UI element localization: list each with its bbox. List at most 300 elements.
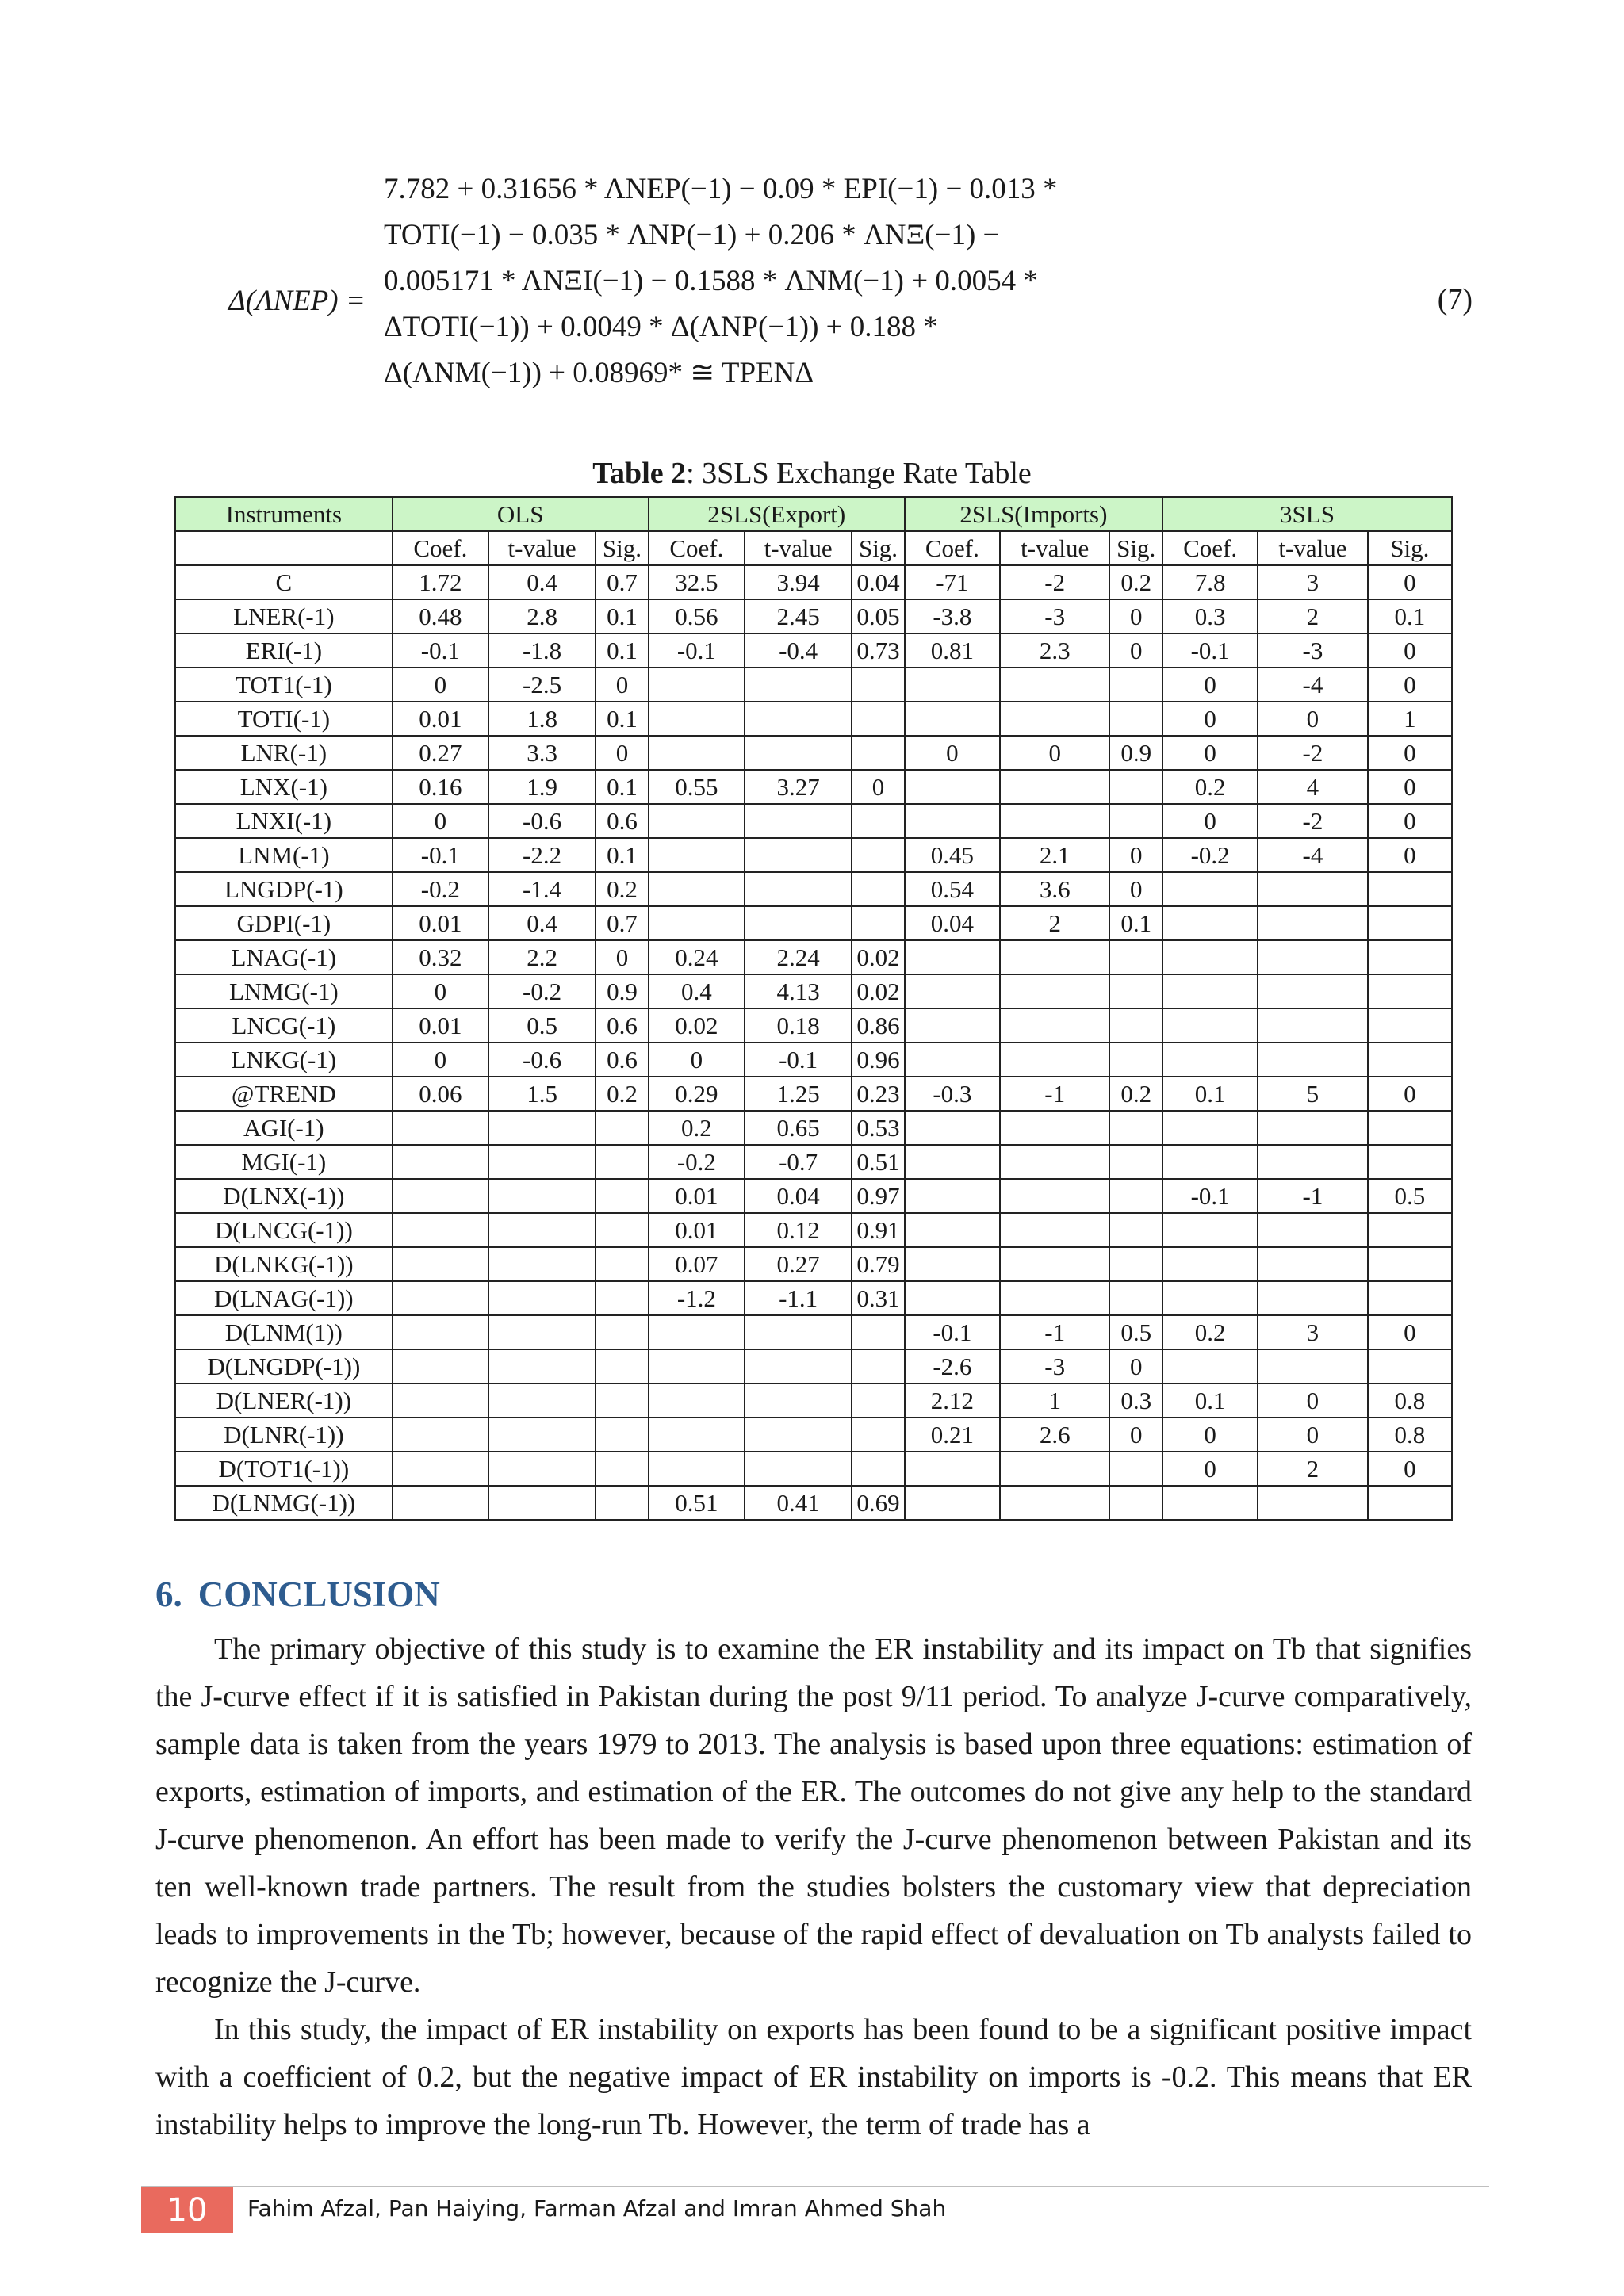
table-cell xyxy=(1000,804,1109,838)
table-cell xyxy=(745,1418,852,1452)
table-cell xyxy=(745,1452,852,1486)
table-cell xyxy=(1000,974,1109,1008)
table-cell: 0.79 xyxy=(852,1247,905,1281)
table-cell xyxy=(1000,1247,1109,1281)
table-cell: -0.6 xyxy=(488,804,596,838)
table-cell: 3.6 xyxy=(1000,872,1109,906)
table-cell: 3 xyxy=(1258,1315,1367,1349)
table-cell: 0.8 xyxy=(1368,1383,1452,1418)
instrument-name-cell: TOTI(-1) xyxy=(175,702,393,736)
table-cell xyxy=(1109,1486,1162,1520)
subheader-cell: Coef. xyxy=(1162,531,1258,565)
table-cell xyxy=(1109,770,1162,804)
table-cell xyxy=(1258,974,1367,1008)
table-cell: 0.02 xyxy=(649,1008,745,1043)
table-cell: 1.25 xyxy=(745,1077,852,1111)
table-cell: 1 xyxy=(1000,1383,1109,1418)
table-cell xyxy=(596,1213,649,1247)
table-cell: 5 xyxy=(1258,1077,1367,1111)
instrument-name-cell: TOT1(-1) xyxy=(175,668,393,702)
table-cell: 0.4 xyxy=(488,906,596,940)
table-cell: -1.8 xyxy=(488,633,596,668)
instrument-name-cell: ERI(-1) xyxy=(175,633,393,668)
table-cell: 0.01 xyxy=(393,702,488,736)
table-cell: 0.55 xyxy=(649,770,745,804)
table-cell xyxy=(1109,1247,1162,1281)
table-cell: -0.2 xyxy=(488,974,596,1008)
table-row xyxy=(175,770,1452,804)
table-cell xyxy=(393,1383,488,1418)
table-cell xyxy=(905,974,1000,1008)
table-cell xyxy=(1000,702,1109,736)
table-row xyxy=(175,1418,1452,1452)
table-cell xyxy=(852,1418,905,1452)
table-cell xyxy=(1162,1043,1258,1077)
table-row xyxy=(175,804,1452,838)
table-cell: -0.2 xyxy=(649,1145,745,1179)
table-cell xyxy=(393,1418,488,1452)
table-cell: -0.4 xyxy=(745,633,852,668)
table-cell: -2.2 xyxy=(488,838,596,872)
table-cell: 2.45 xyxy=(745,599,852,633)
table-cell: 0 xyxy=(596,668,649,702)
table-cell xyxy=(649,804,745,838)
table-cell xyxy=(1109,1043,1162,1077)
table-cell xyxy=(1109,974,1162,1008)
table-cell: 0.6 xyxy=(596,1008,649,1043)
table-cell xyxy=(393,1111,488,1145)
table-cell xyxy=(745,1349,852,1383)
table-cell xyxy=(488,1349,596,1383)
table-cell: 1 xyxy=(1368,702,1452,736)
table-cell: 2.8 xyxy=(488,599,596,633)
table-cell: 0 xyxy=(1368,804,1452,838)
table-cell xyxy=(488,1315,596,1349)
table-cell xyxy=(905,1145,1000,1179)
table-cell: 0 xyxy=(393,1043,488,1077)
table-cell: -3 xyxy=(1258,633,1367,668)
table-cell: 7.8 xyxy=(1162,565,1258,599)
table-cell xyxy=(649,1452,745,1486)
table-cell xyxy=(1162,872,1258,906)
table-cell xyxy=(649,1349,745,1383)
table-cell xyxy=(1368,1486,1452,1520)
table-cell xyxy=(393,1281,488,1315)
instrument-name-cell: LNX(-1) xyxy=(175,770,393,804)
subheader-cell: t-value xyxy=(1000,531,1109,565)
table-cell: 0 xyxy=(1258,1383,1367,1418)
table-cell: -2.5 xyxy=(488,668,596,702)
table-cell: 0.29 xyxy=(649,1077,745,1111)
table-row xyxy=(175,1383,1452,1418)
table-cell: 0.96 xyxy=(852,1043,905,1077)
results-table xyxy=(174,496,1453,1521)
table-cell: 0.2 xyxy=(1162,770,1258,804)
table-cell xyxy=(1162,906,1258,940)
table-cell xyxy=(852,872,905,906)
table-cell: 3.3 xyxy=(488,736,596,770)
equation-lhs: Δ(ΛNEP) = xyxy=(228,285,366,317)
instrument-name-cell: LNXI(-1) xyxy=(175,804,393,838)
table-cell: 0.01 xyxy=(649,1179,745,1213)
paragraph: The primary objective of this study is to examine the ER instability and its impact on Tb that signifies the J-curve effect if it is satisfied in Pakistan during the post 9/11 period. To analyze J-curve comparatively, sample data is taken from the years 1979 to 2013. The analysis is based upon three equations: estimation of exports, estimation of imports, and estimation of the ER. The outcomes do not give any help to the standard J-curve phenomenon. An effort has been made to verify the J-curve phenomenon between Pakistan and its ten well-known trade partners. The result from the studies bolsters the customary view that depreciation leads to improvements in the Tb; however, because of the rapid effect of devaluation on Tb analysts failed to recognize the J-curve. xyxy=(155,1632,1472,1999)
table-cell: 0 xyxy=(1368,838,1452,872)
table-cell: 3.94 xyxy=(745,565,852,599)
table-row xyxy=(175,1145,1452,1179)
table-cell xyxy=(1109,1452,1162,1486)
table-cell: 0 xyxy=(1368,565,1452,599)
table-caption xyxy=(0,456,1624,491)
instrument-name-cell: LNGDP(-1) xyxy=(175,872,393,906)
table-cell xyxy=(1000,1179,1109,1213)
table-cell xyxy=(1258,1281,1367,1315)
table-cell xyxy=(1109,668,1162,702)
table-cell: 0.31 xyxy=(852,1281,905,1315)
table-cell: 0.9 xyxy=(1109,736,1162,770)
table-cell xyxy=(649,1418,745,1452)
table-cell: 0.86 xyxy=(852,1008,905,1043)
subheader-cell: Sig. xyxy=(1368,531,1452,565)
table-cell: 0 xyxy=(1162,804,1258,838)
table-cell xyxy=(1000,940,1109,974)
table-cell: 1.9 xyxy=(488,770,596,804)
table-cell: 0 xyxy=(1000,736,1109,770)
table-cell xyxy=(852,838,905,872)
instrument-name-cell: D(LNMG(-1)) xyxy=(175,1486,393,1520)
table-cell xyxy=(905,1008,1000,1043)
table-row xyxy=(175,1349,1452,1383)
table-cell xyxy=(745,1383,852,1418)
table-row xyxy=(175,1452,1452,1486)
table-cell xyxy=(852,668,905,702)
table-cell xyxy=(852,1315,905,1349)
table-cell xyxy=(1162,1008,1258,1043)
table-cell: 0.27 xyxy=(393,736,488,770)
table-cell: 0.8 xyxy=(1368,1418,1452,1452)
table-cell: -2 xyxy=(1000,565,1109,599)
table-cell: 0.04 xyxy=(852,565,905,599)
table-row xyxy=(175,702,1452,736)
table-cell xyxy=(905,940,1000,974)
table-cell: -1.2 xyxy=(649,1281,745,1315)
table-cell: 0.73 xyxy=(852,633,905,668)
table-cell: 0.12 xyxy=(745,1213,852,1247)
table-cell xyxy=(1258,1213,1367,1247)
table-cell: 0 xyxy=(596,736,649,770)
subheader-cell: Sig. xyxy=(596,531,649,565)
table-cell xyxy=(1162,1247,1258,1281)
table-cell: 0.9 xyxy=(596,974,649,1008)
table-row xyxy=(175,1043,1452,1077)
instrument-name-cell: LNM(-1) xyxy=(175,838,393,872)
table-cell xyxy=(745,838,852,872)
group-header-ols: OLS xyxy=(393,497,649,531)
section-number: 6. xyxy=(155,1575,182,1614)
table-cell xyxy=(1368,906,1452,940)
table-cell xyxy=(1258,872,1367,906)
table-cell xyxy=(1368,1008,1452,1043)
table-cell: 0.06 xyxy=(393,1077,488,1111)
table-cell: -0.2 xyxy=(393,872,488,906)
table-cell xyxy=(393,1213,488,1247)
equation-line: TOTI(−1) − 0.035 * ΛNP(−1) + 0.206 * ΛNΞ(−1) − xyxy=(384,219,1000,251)
table-cell xyxy=(1368,1043,1452,1077)
table-cell: 0 xyxy=(1162,1452,1258,1486)
table-cell: -71 xyxy=(905,565,1000,599)
table-cell xyxy=(1000,1043,1109,1077)
table-cell xyxy=(905,770,1000,804)
table-cell xyxy=(905,1486,1000,1520)
table-cell xyxy=(905,1247,1000,1281)
table-cell: 0.3 xyxy=(1109,1383,1162,1418)
table-cell xyxy=(1162,940,1258,974)
subheader-cell: t-value xyxy=(488,531,596,565)
table-cell xyxy=(596,1315,649,1349)
table-cell: -4 xyxy=(1258,668,1367,702)
table-cell: 2.3 xyxy=(1000,633,1109,668)
table-cell: -2 xyxy=(1258,804,1367,838)
table-cell xyxy=(488,1452,596,1486)
table-cell: 0.16 xyxy=(393,770,488,804)
subheader-cell: Coef. xyxy=(393,531,488,565)
table-cell: 0.97 xyxy=(852,1179,905,1213)
table-cell xyxy=(1162,1486,1258,1520)
table-cell: -0.1 xyxy=(1162,1179,1258,1213)
table-cell: 0 xyxy=(1162,702,1258,736)
table-cell: 0 xyxy=(649,1043,745,1077)
table-cell: -3.8 xyxy=(905,599,1000,633)
subheader-empty xyxy=(175,531,393,565)
table-cell xyxy=(1258,906,1367,940)
table-cell: 3 xyxy=(1258,565,1367,599)
table-cell: 0.2 xyxy=(596,872,649,906)
instrument-name-cell: LNAG(-1) xyxy=(175,940,393,974)
table-cell xyxy=(1000,1111,1109,1145)
instrument-name-cell: D(LNER(-1)) xyxy=(175,1383,393,1418)
table-cell xyxy=(905,1179,1000,1213)
table-cell xyxy=(1000,1281,1109,1315)
table-cell: 0.2 xyxy=(1109,565,1162,599)
table-cell xyxy=(1368,1145,1452,1179)
table-cell: 0 xyxy=(1109,633,1162,668)
table-cell xyxy=(852,736,905,770)
table-cell: -2.6 xyxy=(905,1349,1000,1383)
table-cell xyxy=(1000,1452,1109,1486)
table-cell: 0.07 xyxy=(649,1247,745,1281)
table-cell: 0.1 xyxy=(1162,1077,1258,1111)
table-cell: 0.65 xyxy=(745,1111,852,1145)
table-cell xyxy=(1109,1008,1162,1043)
group-header-3sls: 3SLS xyxy=(1162,497,1452,531)
table-cell xyxy=(596,1452,649,1486)
subheader-cell: Coef. xyxy=(649,531,745,565)
table-cell: -4 xyxy=(1258,838,1367,872)
table-cell: 0 xyxy=(1109,1418,1162,1452)
table-cell xyxy=(852,804,905,838)
table-cell: 0 xyxy=(1368,736,1452,770)
table-cell: 0.51 xyxy=(852,1145,905,1179)
table-cell: 0.3 xyxy=(1162,599,1258,633)
table-cell xyxy=(649,668,745,702)
table-cell xyxy=(596,1486,649,1520)
instrument-name-cell: C xyxy=(175,565,393,599)
table-row xyxy=(175,1281,1452,1315)
instrument-name-cell: @TREND xyxy=(175,1077,393,1111)
table-cell: 0.24 xyxy=(649,940,745,974)
table-cell: 0.01 xyxy=(393,1008,488,1043)
table-cell: 0 xyxy=(393,804,488,838)
table-cell xyxy=(393,1349,488,1383)
table-cell: 0.53 xyxy=(852,1111,905,1145)
table-group-header-row xyxy=(175,497,1452,531)
table-cell xyxy=(1109,1179,1162,1213)
table-cell xyxy=(596,1111,649,1145)
table-cell: 0 xyxy=(1368,633,1452,668)
table-cell xyxy=(1258,1111,1367,1145)
table-cell: 4.13 xyxy=(745,974,852,1008)
table-row xyxy=(175,906,1452,940)
table-cell: -1.4 xyxy=(488,872,596,906)
table-cell xyxy=(745,736,852,770)
table-cell: -0.1 xyxy=(649,633,745,668)
instrument-name-cell: LNR(-1) xyxy=(175,736,393,770)
table-cell: -0.2 xyxy=(1162,838,1258,872)
subheader-cell: t-value xyxy=(1258,531,1367,565)
table-cell: 0 xyxy=(1162,736,1258,770)
instrument-name-cell: LNMG(-1) xyxy=(175,974,393,1008)
table-row xyxy=(175,1213,1452,1247)
table-row xyxy=(175,1111,1452,1145)
table-cell: -0.6 xyxy=(488,1043,596,1077)
subheader-cell: Coef. xyxy=(905,531,1000,565)
table-cell: 2 xyxy=(1258,1452,1367,1486)
table-cell xyxy=(393,1452,488,1486)
table-cell: 0.2 xyxy=(649,1111,745,1145)
table-cell xyxy=(1000,1213,1109,1247)
table-cell: 0 xyxy=(1258,1418,1367,1452)
table-cell xyxy=(596,1281,649,1315)
table-cell: 0.2 xyxy=(1162,1315,1258,1349)
table-cell: 0.05 xyxy=(852,599,905,633)
instruments-header: Instruments xyxy=(175,497,393,531)
table-cell: 0.04 xyxy=(745,1179,852,1213)
table-cell xyxy=(852,1452,905,1486)
table-cell: 0 xyxy=(596,940,649,974)
table-cell xyxy=(852,906,905,940)
table-cell xyxy=(649,872,745,906)
table-cell xyxy=(1258,1349,1367,1383)
table-cell: -0.1 xyxy=(393,838,488,872)
table-cell: 0.51 xyxy=(649,1486,745,1520)
table-cell: -0.1 xyxy=(1162,633,1258,668)
subheader-cell: Sig. xyxy=(1109,531,1162,565)
group-header-2sls-imports: 2SLS(Imports) xyxy=(905,497,1162,531)
instrument-name-cell: D(LNCG(-1)) xyxy=(175,1213,393,1247)
table-cell xyxy=(1368,940,1452,974)
footer-authors: Fahim Afzal, Pan Haiying, Farman Afzal and Imran Ahmed Shah xyxy=(247,2195,947,2221)
table-cell: 0 xyxy=(393,668,488,702)
table-cell xyxy=(649,736,745,770)
table-cell xyxy=(649,906,745,940)
table-row xyxy=(175,1315,1452,1349)
table-cell: 0.01 xyxy=(393,906,488,940)
table-cell: 2.1 xyxy=(1000,838,1109,872)
table-cell xyxy=(1000,668,1109,702)
table-row xyxy=(175,565,1452,599)
table-cell: 0 xyxy=(1368,1077,1452,1111)
table-cell xyxy=(649,1315,745,1349)
table-cell: 0 xyxy=(1162,668,1258,702)
table-cell: 1.5 xyxy=(488,1077,596,1111)
table-cell: 0 xyxy=(1109,1349,1162,1383)
table-cell: -1 xyxy=(1000,1315,1109,1349)
instrument-name-cell: D(LNKG(-1)) xyxy=(175,1247,393,1281)
table-caption-label: Table 2 xyxy=(592,457,687,490)
table-cell: 0.1 xyxy=(596,599,649,633)
table-cell: -1 xyxy=(1258,1179,1367,1213)
table-row xyxy=(175,1179,1452,1213)
table-cell xyxy=(1109,1213,1162,1247)
table-cell xyxy=(1000,1145,1109,1179)
table-cell: 2.6 xyxy=(1000,1418,1109,1452)
instrument-name-cell: LNER(-1) xyxy=(175,599,393,633)
table-cell xyxy=(1162,1213,1258,1247)
table-cell xyxy=(1368,872,1452,906)
table-cell: 0.54 xyxy=(905,872,1000,906)
table-cell: 2 xyxy=(1258,599,1367,633)
section-title: CONCLUSION xyxy=(197,1575,440,1614)
table-cell xyxy=(745,872,852,906)
table-cell: -3 xyxy=(1000,599,1109,633)
table-cell xyxy=(1162,1111,1258,1145)
table-cell xyxy=(488,1111,596,1145)
table-cell xyxy=(488,1213,596,1247)
table-cell xyxy=(1368,1349,1452,1383)
table-cell: -0.1 xyxy=(905,1315,1000,1349)
table-cell xyxy=(1258,940,1367,974)
table-cell xyxy=(1258,1486,1367,1520)
instrument-name-cell: D(LNM(1)) xyxy=(175,1315,393,1349)
table-cell xyxy=(745,702,852,736)
table-cell: 0 xyxy=(1368,1315,1452,1349)
table-cell: 0 xyxy=(1368,770,1452,804)
table-cell: -2 xyxy=(1258,736,1367,770)
conclusion-body xyxy=(155,1625,1472,2149)
table-cell: 0.91 xyxy=(852,1213,905,1247)
instrument-name-cell: D(TOT1(-1)) xyxy=(175,1452,393,1486)
table-cell: 2.24 xyxy=(745,940,852,974)
table-row xyxy=(175,1077,1452,1111)
table-caption-text: : 3SLS Exchange Rate Table xyxy=(686,457,1032,490)
table-cell xyxy=(393,1179,488,1213)
table-cell xyxy=(905,1452,1000,1486)
page-number: 10 xyxy=(141,2187,233,2233)
table-cell xyxy=(905,1111,1000,1145)
table-cell: 0.2 xyxy=(596,1077,649,1111)
table-cell: 0.6 xyxy=(596,1043,649,1077)
table-row xyxy=(175,599,1452,633)
table-cell xyxy=(488,1179,596,1213)
table-cell: 32.5 xyxy=(649,565,745,599)
table-cell: 0.1 xyxy=(596,633,649,668)
subheader-cell: Sig. xyxy=(852,531,905,565)
table-cell xyxy=(1162,1145,1258,1179)
instrument-name-cell: MGI(-1) xyxy=(175,1145,393,1179)
table-row xyxy=(175,838,1452,872)
table-cell: 0 xyxy=(1162,1418,1258,1452)
table-row xyxy=(175,974,1452,1008)
table-cell xyxy=(905,702,1000,736)
